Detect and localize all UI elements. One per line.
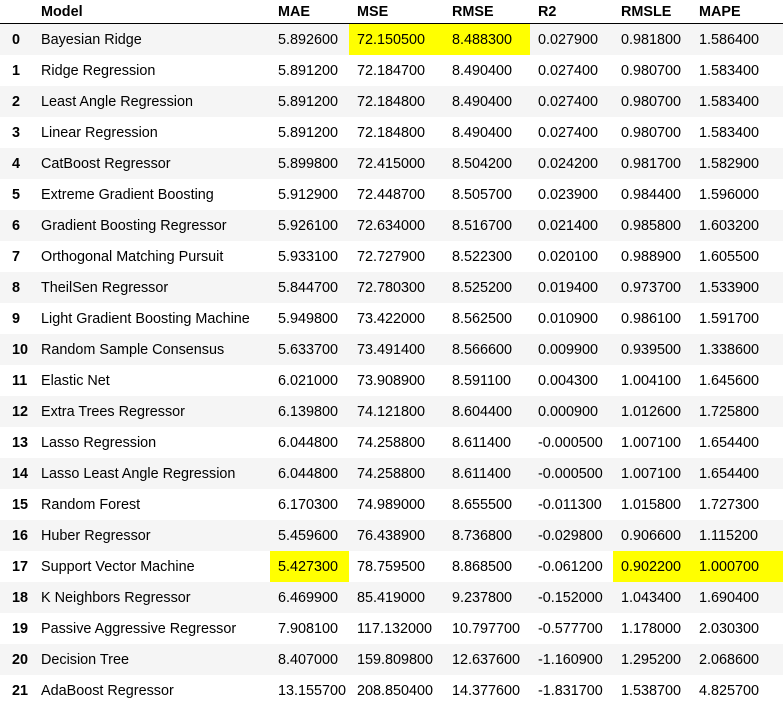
rmsle-cell: 1.178000 <box>621 620 682 637</box>
header-mse: MSE <box>349 0 444 24</box>
model-cell: Lasso Regression <box>41 434 157 451</box>
mae-cell: 6.170300 <box>278 496 339 513</box>
rmsle-cell: 0.906600 <box>613 520 691 551</box>
r2-cell: 0.010900 <box>538 310 599 327</box>
r2-cell: 0.020100 <box>538 248 599 265</box>
table-row <box>0 613 783 644</box>
r2-cell: -0.000500 <box>538 434 603 451</box>
header-rmse: RMSE <box>444 0 530 24</box>
model-cell: Random Sample Consensus <box>33 334 270 365</box>
rmse-cell: 8.736800 <box>444 520 530 551</box>
index-cell: 11 <box>12 372 28 389</box>
index-cell: 10 <box>0 334 33 365</box>
rmsle-cell: 1.007100 <box>621 434 682 451</box>
mape-cell: 1.582900 <box>691 148 783 179</box>
table-body <box>0 24 783 707</box>
table-row <box>0 272 783 303</box>
mse-cell: 72.184800 <box>349 86 444 117</box>
model-cell: K Neighbors Regressor <box>33 582 270 613</box>
mse-cell: 73.422000 <box>357 310 426 327</box>
model-cell: Extra Trees Regressor <box>33 396 270 427</box>
mae-cell: 8.407000 <box>270 644 349 675</box>
rmsle-cell: 0.985800 <box>613 210 691 241</box>
table-row <box>0 520 783 551</box>
mae-cell: 5.459600 <box>270 520 349 551</box>
index-cell: 16 <box>0 520 33 551</box>
model-cell: Gradient Boosting Regressor <box>33 210 270 241</box>
mae-cell: 6.021000 <box>278 372 339 389</box>
rmse-cell: 12.637600 <box>444 644 530 675</box>
rmse-cell: 8.566600 <box>444 334 530 365</box>
index-cell: 12 <box>0 396 33 427</box>
rmse-cell: 8.522300 <box>452 248 513 265</box>
table-row <box>0 365 783 396</box>
header-rmsle: RMSLE <box>613 0 691 24</box>
model-cell: Extreme Gradient Boosting <box>41 186 214 203</box>
rmsle-cell: 0.986100 <box>621 310 682 327</box>
table-row <box>0 582 783 613</box>
header-mape: MAPE <box>691 0 783 24</box>
rmsle-cell: 0.902200 <box>613 551 691 582</box>
rmse-cell: 8.655500 <box>452 496 513 513</box>
rmsle-cell: 1.012600 <box>613 396 691 427</box>
rmse-cell: 8.591100 <box>452 372 511 389</box>
rmsle-cell: 1.538700 <box>621 682 682 699</box>
mse-cell: 74.121800 <box>349 396 444 427</box>
model-cell: Orthogonal Matching Pursuit <box>41 248 224 265</box>
rmse-cell: 8.604400 <box>444 396 530 427</box>
index-cell: 13 <box>12 434 29 451</box>
mse-cell: 208.850400 <box>357 682 434 699</box>
table-row <box>0 179 783 210</box>
mse-cell: 72.415000 <box>349 148 444 179</box>
index-cell: 20 <box>0 644 33 675</box>
mse-cell: 85.419000 <box>349 582 444 613</box>
mse-cell: 159.809800 <box>349 644 444 675</box>
mape-cell: 1.603200 <box>691 210 783 241</box>
mape-cell: 1.654400 <box>699 434 760 451</box>
mse-cell: 72.448700 <box>357 186 426 203</box>
r2-cell: 0.027900 <box>530 24 613 56</box>
index-cell: 19 <box>12 620 29 637</box>
rmsle-cell: 1.043400 <box>613 582 691 613</box>
r2-cell: -0.061200 <box>538 558 603 575</box>
model-cell: CatBoost Regressor <box>33 148 270 179</box>
mae-cell: 7.908100 <box>278 620 339 637</box>
mape-cell: 1.583400 <box>691 86 783 117</box>
rmse-cell: 8.490400 <box>444 86 530 117</box>
header-r2: R2 <box>530 0 613 24</box>
model-cell: Random Forest <box>41 496 141 513</box>
rmsle-cell: 0.980700 <box>613 86 691 117</box>
mae-cell: 5.949800 <box>278 310 339 327</box>
header-mae: MAE <box>270 0 349 24</box>
model-cell: Passive Aggressive Regressor <box>41 620 237 637</box>
rmse-cell: 8.611400 <box>452 434 511 451</box>
mape-cell: 1.654400 <box>691 458 783 489</box>
index-cell: 3 <box>12 124 21 141</box>
mae-cell: 5.899800 <box>270 148 349 179</box>
rmse-cell: 8.490400 <box>452 62 513 79</box>
mae-cell: 5.933100 <box>278 248 339 265</box>
r2-cell: 0.019400 <box>530 272 613 303</box>
model-cell: Least Angle Regression <box>33 86 270 117</box>
mape-cell: 1.533900 <box>691 272 783 303</box>
mse-cell: 117.132000 <box>357 620 432 637</box>
index-cell: 7 <box>12 248 21 265</box>
r2-cell: 0.009900 <box>530 334 613 365</box>
index-cell: 2 <box>0 86 33 117</box>
model-cell: AdaBoost Regressor <box>41 682 174 699</box>
table-row <box>0 644 783 675</box>
table-row <box>0 458 783 489</box>
header-row <box>0 0 783 24</box>
mse-cell: 72.150500 <box>349 24 444 56</box>
mse-cell: 73.908900 <box>357 372 426 389</box>
table-row <box>0 489 783 520</box>
rmse-cell: 8.488300 <box>444 24 530 56</box>
index-cell: 9 <box>12 310 21 327</box>
rmsle-cell: 0.973700 <box>613 272 691 303</box>
table-row <box>0 396 783 427</box>
header-model: Model <box>33 0 270 24</box>
mae-cell: 5.633700 <box>270 334 349 365</box>
table-row <box>0 675 783 706</box>
rmse-cell: 8.505700 <box>452 186 513 203</box>
index-cell: 8 <box>0 272 33 303</box>
mae-cell: 5.891200 <box>278 124 339 141</box>
index-cell: 1 <box>12 62 21 79</box>
mae-cell: 6.044800 <box>278 434 339 451</box>
r2-cell: 0.023900 <box>538 186 599 203</box>
table-row <box>0 427 783 458</box>
rmse-cell: 8.562500 <box>452 310 513 327</box>
rmsle-cell: 1.007100 <box>613 458 691 489</box>
mape-cell: 1.115200 <box>691 520 783 551</box>
index-cell: 18 <box>0 582 33 613</box>
r2-cell: 0.021400 <box>530 210 613 241</box>
table-row <box>0 551 783 582</box>
mape-cell: 1.690400 <box>691 582 783 613</box>
mae-cell: 5.892600 <box>270 24 349 56</box>
r2-cell: -0.577700 <box>538 620 603 637</box>
mae-cell: 5.912900 <box>278 186 339 203</box>
index-cell: 5 <box>12 186 21 203</box>
mse-cell: 72.634000 <box>349 210 444 241</box>
rmsle-cell: 0.939500 <box>613 334 691 365</box>
table-row <box>0 210 783 241</box>
mape-cell: 1.586400 <box>691 24 783 56</box>
mse-cell: 78.759500 <box>357 558 426 575</box>
model-cell: Bayesian Ridge <box>33 24 270 56</box>
index-cell: 17 <box>12 558 29 575</box>
rmsle-cell: 0.988900 <box>621 248 682 265</box>
mae-cell: 6.139800 <box>270 396 349 427</box>
rmsle-cell: 1.295200 <box>613 644 691 675</box>
mse-cell: 73.491400 <box>349 334 444 365</box>
rmse-cell: 8.516700 <box>444 210 530 241</box>
rmse-cell: 8.525200 <box>444 272 530 303</box>
model-cell: Elastic Net <box>41 372 110 389</box>
mape-cell: 1.596000 <box>699 186 760 203</box>
rmsle-cell: 0.981800 <box>613 24 691 56</box>
r2-cell: 0.027400 <box>538 124 599 141</box>
model-cell: Linear Regression <box>41 124 158 141</box>
index-cell: 21 <box>12 682 29 699</box>
r2-cell: -1.160900 <box>530 644 613 675</box>
mape-cell: 1.727300 <box>699 496 760 513</box>
mse-cell: 72.727900 <box>357 248 426 265</box>
mse-cell: 74.258800 <box>357 434 426 451</box>
r2-cell: 0.000900 <box>530 396 613 427</box>
r2-cell: -1.831700 <box>538 682 603 699</box>
mae-cell: 5.844700 <box>270 272 349 303</box>
mape-cell: 1.583400 <box>699 124 760 141</box>
mse-cell: 74.989000 <box>357 496 426 513</box>
mape-cell: 1.000700 <box>691 551 783 582</box>
model-cell: Ridge Regression <box>41 62 156 79</box>
rmsle-cell: 0.984400 <box>621 186 682 203</box>
index-cell: 0 <box>0 24 33 56</box>
rmse-cell: 9.237800 <box>444 582 530 613</box>
mse-cell: 74.258800 <box>349 458 444 489</box>
table-row <box>0 86 783 117</box>
model-cell: Huber Regressor <box>33 520 270 551</box>
mse-cell: 72.184800 <box>357 124 426 141</box>
mape-cell: 1.605500 <box>699 248 760 265</box>
mape-cell: 1.725800 <box>691 396 783 427</box>
r2-cell: -0.029800 <box>530 520 613 551</box>
index-cell: 15 <box>12 496 29 513</box>
mape-cell: 1.645600 <box>699 372 760 389</box>
model-cell: TheilSen Regressor <box>33 272 270 303</box>
table-row <box>0 334 783 365</box>
header-index <box>0 0 33 24</box>
mae-cell: 5.926100 <box>270 210 349 241</box>
mape-cell: 2.030300 <box>699 620 760 637</box>
r2-cell: 0.004300 <box>538 372 599 389</box>
table-row <box>0 24 783 56</box>
rmsle-cell: 1.004100 <box>621 372 682 389</box>
r2-cell: 0.027400 <box>530 86 613 117</box>
rmse-cell: 8.490400 <box>452 124 513 141</box>
mape-cell: 1.583400 <box>699 62 760 79</box>
model-cell: Light Gradient Boosting Machine <box>41 310 250 327</box>
mse-cell: 76.438900 <box>349 520 444 551</box>
table-row <box>0 303 783 334</box>
r2-cell: 0.027400 <box>538 62 599 79</box>
mse-cell: 72.780300 <box>349 272 444 303</box>
rmse-cell: 8.504200 <box>444 148 530 179</box>
mae-cell: 6.044800 <box>270 458 349 489</box>
table-row <box>0 241 783 272</box>
r2-cell: -0.000500 <box>530 458 613 489</box>
mae-cell: 5.891200 <box>270 86 349 117</box>
index-cell: 6 <box>0 210 33 241</box>
model-cell: Support Vector Machine <box>41 558 195 575</box>
rmse-cell: 14.377600 <box>452 682 521 699</box>
r2-cell: 0.024200 <box>530 148 613 179</box>
rmsle-cell: 0.981700 <box>613 148 691 179</box>
mape-cell: 1.338600 <box>691 334 783 365</box>
r2-cell: -0.011300 <box>538 496 602 513</box>
mape-cell: 1.591700 <box>699 310 760 327</box>
index-cell: 4 <box>0 148 33 179</box>
mae-cell: 5.427300 <box>270 551 349 582</box>
mae-cell: 6.469900 <box>270 582 349 613</box>
index-cell: 14 <box>0 458 33 489</box>
mae-cell: 13.155700 <box>278 682 347 699</box>
mape-cell: 4.825700 <box>699 682 760 699</box>
table-row <box>0 117 783 148</box>
mse-cell: 72.184700 <box>357 62 426 79</box>
table-row <box>0 55 783 86</box>
r2-cell: -0.152000 <box>530 582 613 613</box>
table-row <box>0 148 783 179</box>
mae-cell: 5.891200 <box>278 62 339 79</box>
rmsle-cell: 1.015800 <box>621 496 682 513</box>
rmsle-cell: 0.980700 <box>621 124 682 141</box>
rmse-cell: 10.797700 <box>452 620 521 637</box>
rmsle-cell: 0.980700 <box>621 62 682 79</box>
rmse-cell: 8.611400 <box>444 458 530 489</box>
mape-cell: 2.068600 <box>691 644 783 675</box>
model-cell: Lasso Least Angle Regression <box>33 458 270 489</box>
model-cell: Decision Tree <box>33 644 270 675</box>
rmse-cell: 8.868500 <box>452 558 513 575</box>
